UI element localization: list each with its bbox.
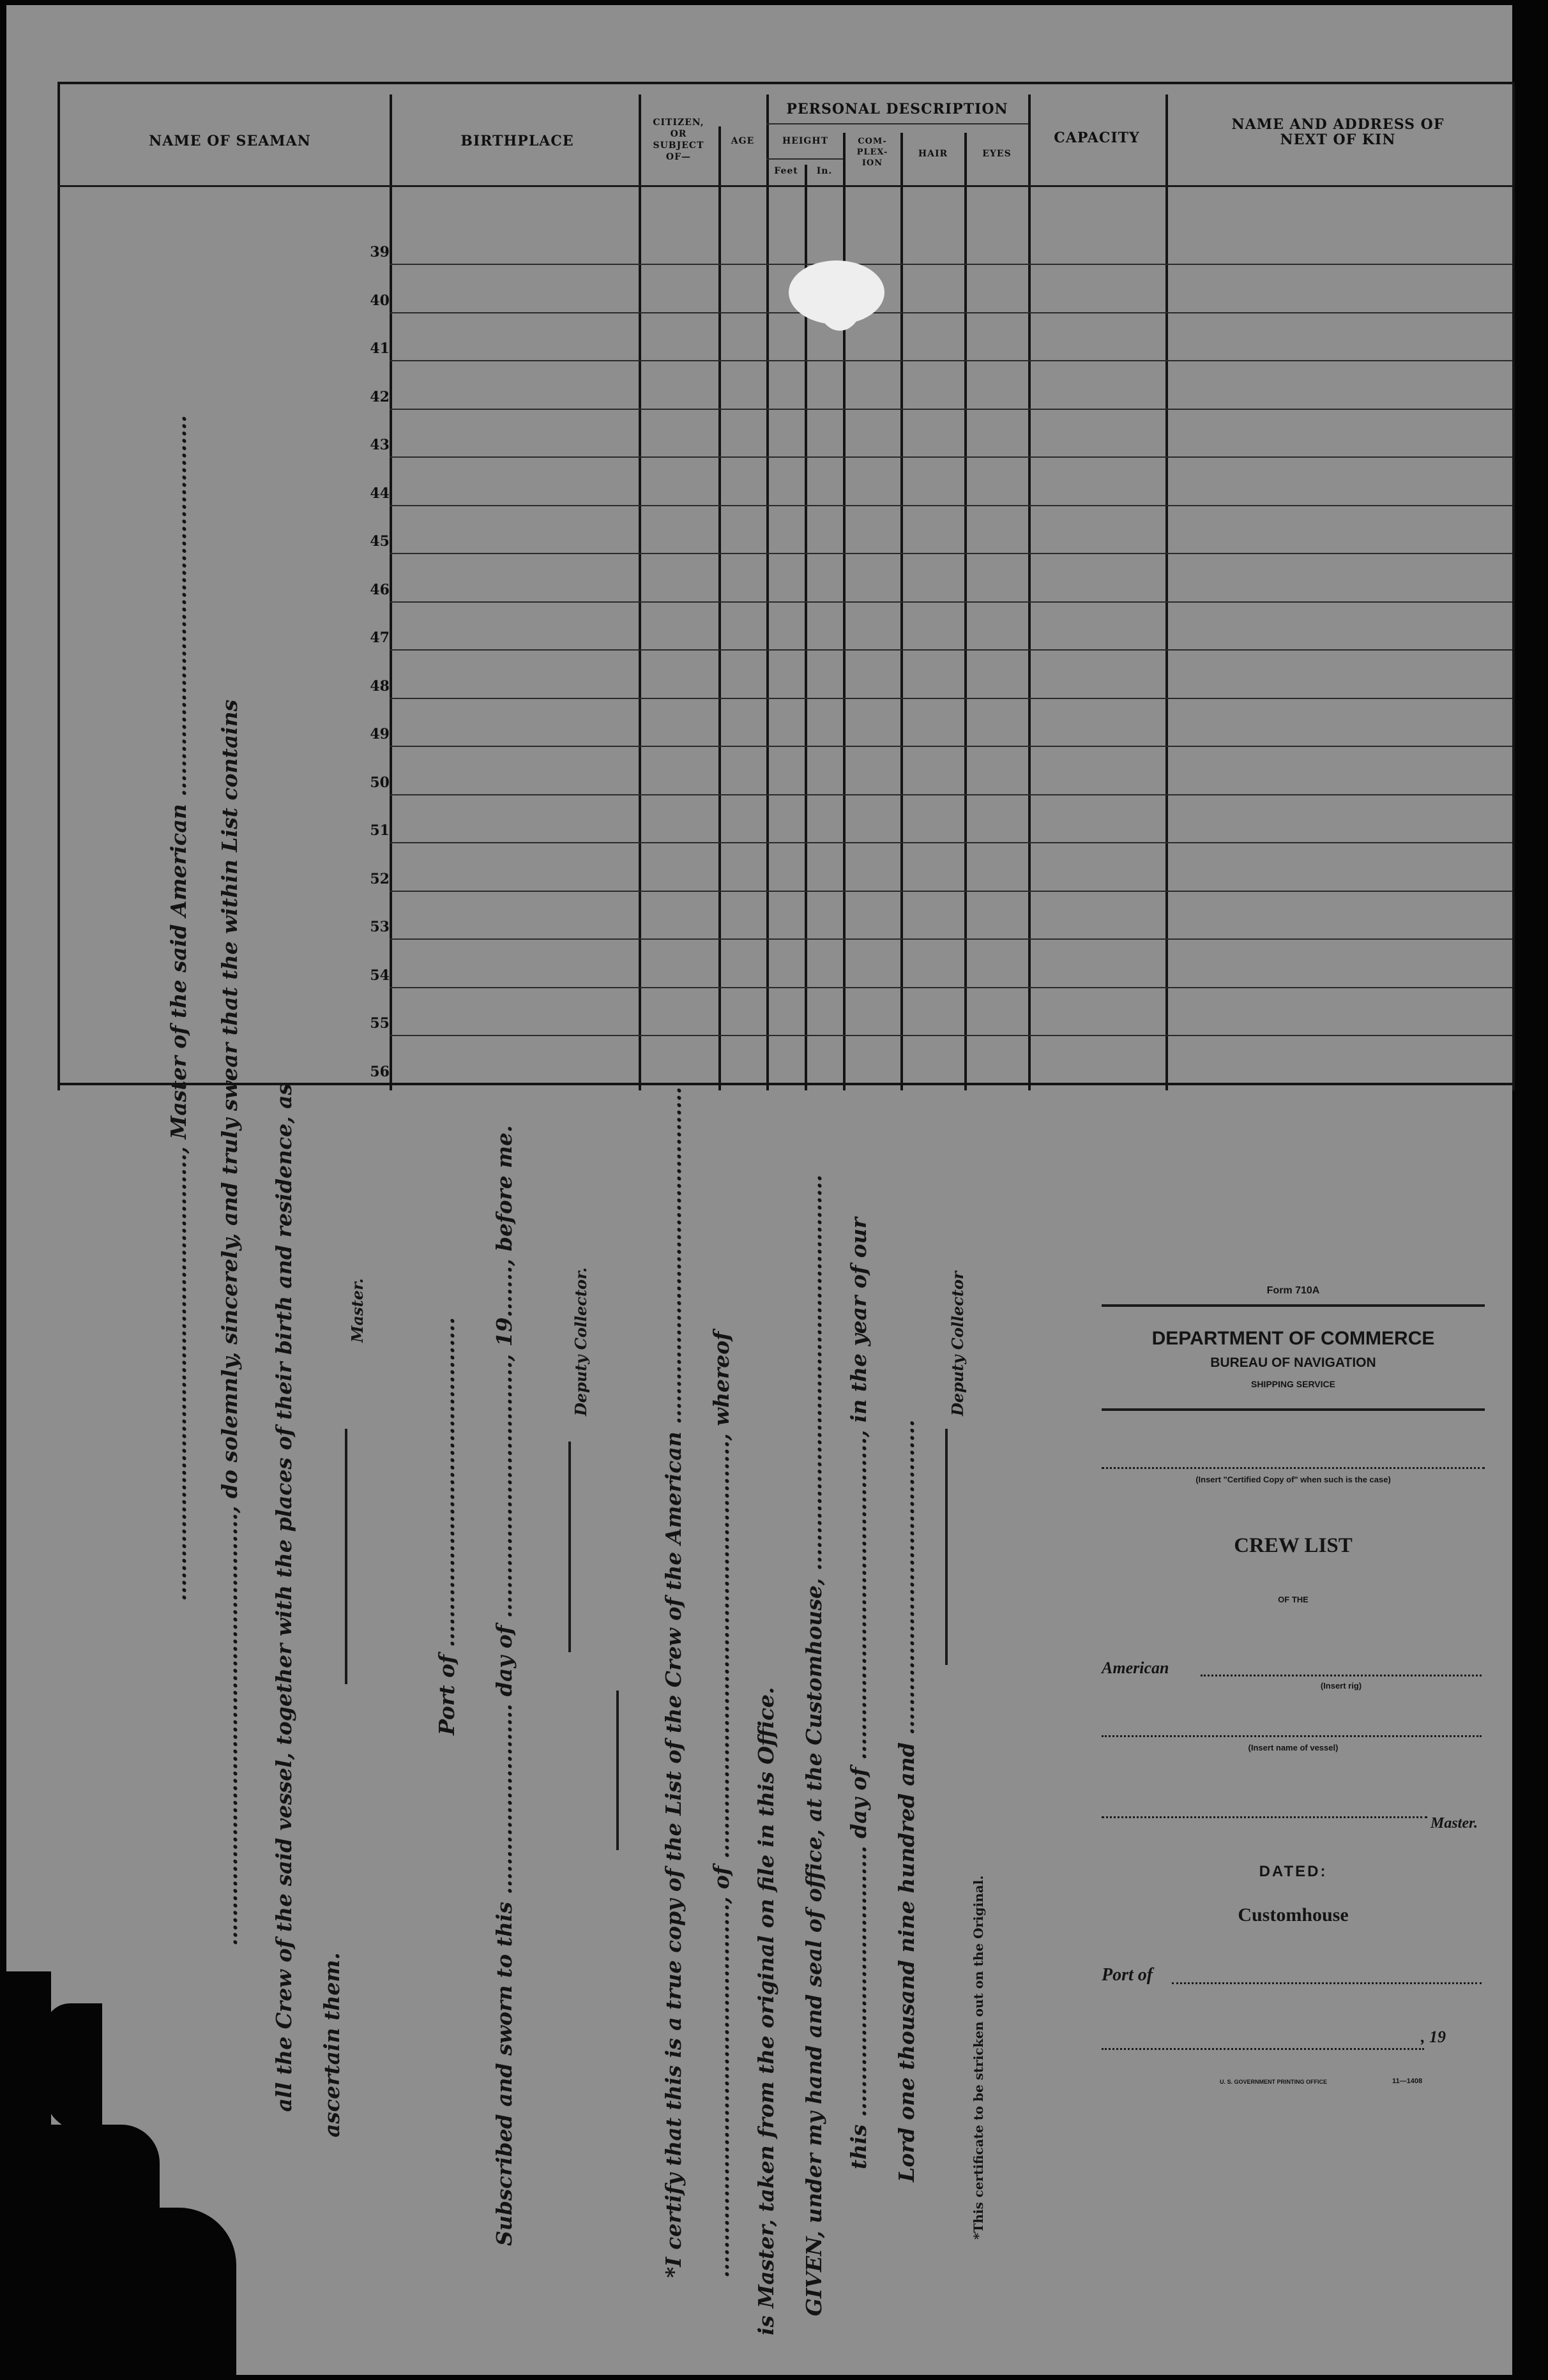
oath-line-2: ..........................................................., do solemnly, sincerely, and truly swear that the within List contains bbox=[217, 699, 242, 1946]
header-divider bbox=[766, 123, 1028, 124]
header-name-of-seaman: NAME OF SEAMAN bbox=[149, 133, 311, 149]
bureau-title: BUREAU OF NAVIGATION bbox=[1210, 1355, 1376, 1370]
row-rule bbox=[390, 794, 1512, 795]
oath-subscribed: Subscribed and sworn to this .......................... day of ..................................., 19......., before me. bbox=[492, 1125, 517, 2246]
row-number: 54 bbox=[370, 967, 390, 984]
rig-line bbox=[1201, 1675, 1482, 1676]
oath-line-3: all the Crew of the said vessel, together with the places of their birth and residence, as bbox=[271, 1083, 296, 2112]
row-number: 44 bbox=[370, 485, 390, 502]
row-rule bbox=[390, 698, 1512, 699]
header-capacity: CAPACITY bbox=[1054, 130, 1140, 146]
deputy-signature-line bbox=[568, 1442, 571, 1652]
oath-master-label: Master. bbox=[348, 1278, 367, 1343]
certificate-line-5: this ..................................... day of ............................................, in the year of our bbox=[846, 1217, 871, 2169]
oath-port-of: Port of ............................................. bbox=[434, 1317, 459, 1735]
torn-edge bbox=[45, 2125, 160, 2380]
cover-top-rule bbox=[1102, 1304, 1485, 1307]
insert-vessel-note: (Insert name of vessel) bbox=[1248, 1743, 1339, 1752]
certificate-line-1: *I certify that this is a true copy of the List of the Crew of the American .............................................. bbox=[661, 1087, 686, 2278]
table-border-right bbox=[1512, 82, 1515, 1090]
cover-port-of-label: Port of bbox=[1102, 1965, 1153, 1985]
header-personal-description: PERSONAL DESCRIPTION bbox=[786, 101, 1008, 117]
torn-edge bbox=[153, 2208, 236, 2380]
header-next-of-kin: NAME AND ADDRESS OF NEXT OF KIN bbox=[1231, 116, 1445, 148]
form-code: 11—1408 bbox=[1392, 2077, 1423, 2085]
department-title: DEPARTMENT OF COMMERCE bbox=[1151, 1328, 1435, 1349]
row-number: 49 bbox=[370, 726, 390, 742]
row-rule bbox=[390, 1035, 1512, 1036]
row-rule bbox=[390, 360, 1512, 361]
row-rule bbox=[390, 649, 1512, 651]
column-divider bbox=[718, 126, 721, 1090]
row-number: 55 bbox=[370, 1015, 390, 1032]
header-citizen: CITIZEN, OR SUBJECT OF— bbox=[653, 117, 704, 162]
header-divider bbox=[766, 158, 843, 160]
service-title: SHIPPING SERVICE bbox=[1250, 1379, 1335, 1389]
divider-line bbox=[616, 1691, 619, 1850]
row-rule bbox=[390, 842, 1512, 843]
cover-rule bbox=[1102, 1408, 1485, 1411]
column-divider bbox=[639, 94, 641, 1090]
row-rule bbox=[390, 505, 1512, 506]
row-rule bbox=[390, 938, 1512, 940]
column-divider bbox=[766, 94, 769, 1090]
column-divider bbox=[1165, 94, 1168, 1090]
certified-copy-line bbox=[1102, 1467, 1485, 1469]
certificate-line-4: GIVEN, under my hand and seal of office, at the Customhouse, ...................................................... bbox=[801, 1174, 826, 2316]
paper-stain bbox=[817, 273, 862, 331]
row-number: 46 bbox=[370, 581, 390, 598]
port-line bbox=[1172, 1982, 1482, 1984]
row-number: 47 bbox=[370, 629, 390, 646]
row-rule bbox=[390, 987, 1512, 988]
row-rule bbox=[390, 601, 1512, 603]
oath-deputy-collector: Deputy Collector. bbox=[572, 1267, 590, 1416]
row-number: 39 bbox=[370, 244, 390, 260]
row-number: 50 bbox=[370, 774, 390, 791]
printer-credit: U. S. GOVERNMENT PRINTING OFFICE bbox=[1220, 2079, 1328, 2085]
customhouse-label: Customhouse bbox=[1238, 1904, 1349, 1925]
form-number: Form 710A bbox=[1266, 1285, 1320, 1296]
row-rule bbox=[390, 746, 1512, 747]
row-rule bbox=[390, 312, 1512, 313]
deputy-collector-signature-line bbox=[945, 1429, 948, 1665]
dated-label: DATED: bbox=[1259, 1863, 1328, 1880]
of-the-label: OF THE bbox=[1278, 1595, 1309, 1604]
master-signature-line bbox=[345, 1429, 347, 1684]
insert-certified-note: (Insert "Certified Copy of" when such is the case) bbox=[1195, 1475, 1391, 1484]
row-rule bbox=[390, 409, 1512, 410]
column-divider bbox=[964, 133, 967, 1090]
row-rule bbox=[390, 264, 1512, 265]
vessel-name-line bbox=[1102, 1735, 1482, 1737]
torn-edge bbox=[45, 2003, 102, 2131]
insert-rig-note: (Insert rig) bbox=[1320, 1681, 1362, 1691]
row-number: 45 bbox=[370, 533, 390, 550]
header-inches: In. bbox=[816, 166, 833, 176]
column-divider bbox=[390, 94, 392, 1090]
header-feet: Feet bbox=[774, 166, 798, 176]
crew-list-title: CREW LIST bbox=[1234, 1534, 1353, 1557]
table-border-left bbox=[57, 82, 60, 1090]
year-label: , 19 bbox=[1421, 2028, 1446, 2046]
row-number: 41 bbox=[370, 340, 390, 357]
header-hair: HAIR bbox=[918, 149, 948, 159]
certificate-deputy-collector: Deputy Collector bbox=[948, 1271, 967, 1416]
crew-list-sheet bbox=[6, 5, 1512, 2375]
american-label: American bbox=[1102, 1659, 1169, 1677]
row-number: 53 bbox=[370, 919, 390, 935]
row-rule bbox=[390, 456, 1512, 458]
row-number: 43 bbox=[370, 437, 390, 453]
cover-master-label: Master. bbox=[1430, 1815, 1478, 1832]
oath-line-1: ............................................................., Master of the said American .................................................... bbox=[166, 415, 191, 1601]
table-border-top bbox=[57, 82, 1512, 84]
row-rule bbox=[390, 891, 1512, 892]
header-age: AGE bbox=[731, 136, 755, 146]
column-divider bbox=[1028, 94, 1031, 1090]
date-line bbox=[1102, 2048, 1424, 2050]
row-rule bbox=[390, 553, 1512, 554]
header-complexion: COM- PLEX- ION bbox=[856, 137, 888, 168]
oath-line-4: ascertain them. bbox=[319, 1952, 344, 2137]
certificate-footnote: *This certificate to be stricken out on the Original. bbox=[971, 1875, 986, 2240]
header-birthplace: BIRTHPLACE bbox=[460, 133, 574, 149]
row-number: 56 bbox=[370, 1063, 390, 1080]
row-number: 42 bbox=[370, 388, 390, 405]
certificate-line-6: Lord one thousand nine hundred and ........................................... bbox=[894, 1419, 919, 2182]
certificate-line-2: ..................................................., of ........................................................., whereof bbox=[709, 1331, 734, 2278]
master-line bbox=[1102, 1816, 1427, 1818]
column-divider bbox=[900, 133, 903, 1090]
header-eyes: EYES bbox=[982, 149, 1012, 159]
row-number: 52 bbox=[370, 870, 390, 887]
certificate-line-3: is Master, taken from the original on file in this Office. bbox=[754, 1687, 778, 2335]
row-number: 40 bbox=[370, 292, 390, 309]
row-number: 51 bbox=[370, 822, 390, 839]
row-number: 48 bbox=[370, 677, 390, 695]
header-bottom-rule bbox=[57, 185, 1512, 187]
header-height: HEIGHT bbox=[782, 136, 829, 146]
